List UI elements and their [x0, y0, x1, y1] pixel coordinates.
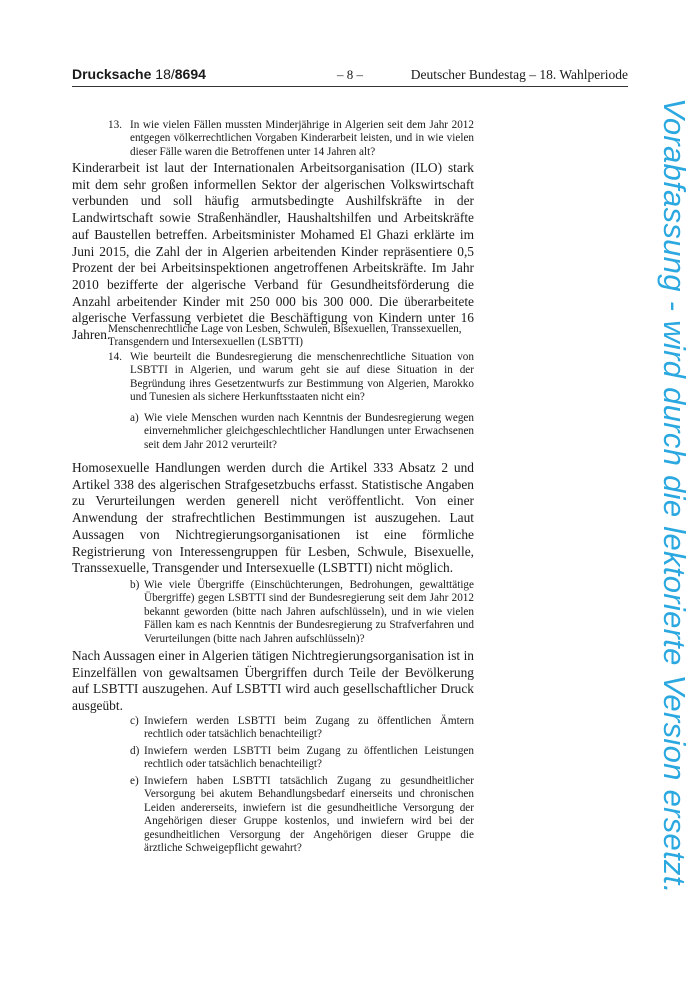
doc-number-prefix: 18/: [155, 66, 175, 82]
parliament-label: Deutscher Bundestag – 18. Wahlperiode: [410, 67, 628, 82]
question-number: b): [130, 579, 140, 591]
question-14: [108, 351, 474, 405]
doc-number: 8694: [174, 66, 206, 82]
answer-13: Kinderarbeit ist laut der Internationalen Arbeitsorganisation (ILO) stark mit dem sehr großen informellen Sektor der algerischen Volkswirtschaft verbunden und soll häufig armutsbedingte Aushilfskräfte in der Landwirtschaft sowie Straßenhändler, Haushaltshilfen und Arbeitskräfte auf Baustellen betreffen. Arbeitsminister Mohamed El Ghazi erklärte im Juni 2015, die Zahl der in Algerien arbeitenden Kinder repräsentiere 0,5 Prozent der bei Arbeitsinspektionen angetroffenen Arbeitskräfte. Im Jahr 2010 bezifferte der algerische Verband für Gesundheitsförderung die Anzahl arbeitender Kinder mit 250 000 bis 300 000. Die überarbeitete algerische Verfassung verbietet die Beschäftigung von Kindern unter 16 Jahren.: [72, 160, 474, 343]
answer-14b: Nach Aussagen einer in Algerien tätigen Nichtregierungsorganisation ist in Einzelfällen von gewaltsamen Übergriffen durch Teile der Bevölkerung auf LSBTTI auszugehen. Auf LSBTTI wird auch gesellschaftlicher Druck ausgeübt.: [72, 648, 474, 714]
draft-watermark: [658, 98, 692, 918]
question-number: a): [130, 412, 139, 424]
question-14b: [130, 579, 474, 646]
question-number: 14.: [108, 351, 122, 363]
question-text: Inwiefern haben LSBTTI tatsächlich Zugang zu gesundheitlicher Versorgung bei akutem Behandlungsbedarf einerseits und chronischen Leiden andererseits, inwiefern ist die gesundheitliche Versorgung der Angehörigen dieser Gruppe kostenlos, und inwiefern wird bei der gesundheitlichen Versorgung der Angehörigen dieser Gruppe die ärztliche Schweigepflicht gewahrt?: [144, 775, 474, 855]
question-13: [108, 119, 474, 159]
watermark-text: Vorabfassung - wird durch die lektorierte Version ersetzt.: [657, 98, 692, 894]
question-text: In wie vielen Fällen mussten Minderjährige in Algerien seit dem Jahr 2012 entgegen völkerrechtlichen Vorgaben Kinderarbeit leisten, und in wie vielen dieser Fälle waren die Betroffenen unter 14 Jahren alt?: [130, 119, 474, 158]
question-14a: [130, 412, 474, 452]
answer-14a: Homosexuelle Handlungen werden durch die Artikel 333 Absatz 2 und Artikel 338 des algerischen Strafgesetzbuchs erfasst. Statistische Angaben zu Verurteilungen werden generell nicht veröffentlicht. Von einer Anwendung der strafrechtlichen Bestimmungen ist auszugehen. Laut Aussagen von Nichtregierungsorganisationen ist eine förmliche Registrierung von Interessengruppen für Lesben, Schwule, Bisexuelle, Transsexuelle, Transgender und Intersexuelle (LSBTTI) nicht möglich.: [72, 460, 474, 576]
question-number: c): [130, 715, 139, 727]
header-rule: [72, 86, 628, 87]
section-heading: Menschenrechtliche Lage von Lesben, Schwulen, Bisexuellen, Transsexuellen, Transgendern und Intersexuellen (LSBTTI): [108, 323, 462, 349]
question-text: Wie beurteilt die Bundesregierung die menschenrechtliche Situation von LSBTTI in Algerien, und warum geht sie auf diese Situation in der Begründung ihres Gesetzentwurfs zur Bestimmung von Algerien, Marokko und Tunesien als sichere Herkunftsstaaten nicht ein?: [130, 351, 474, 404]
question-number: e): [130, 775, 139, 787]
question-14e: [130, 775, 474, 855]
question-number: 13.: [108, 119, 122, 131]
page-header: [72, 66, 628, 86]
page-number: – 8 –: [337, 67, 363, 82]
question-text: Inwiefern werden LSBTTI beim Zugang zu öffentlichen Leistungen rechtlich oder tatsächlich benachteiligt?: [144, 745, 474, 771]
doc-label: Drucksache: [72, 66, 152, 82]
question-number: d): [130, 745, 140, 757]
question-14d: [130, 745, 474, 772]
question-text: Wie viele Übergriffe (Einschüchterungen, Bedrohungen, gewalttätige Übergriffe) gegen LSBTTI sind der Bundesregierung seit dem Jahr 2012 bekannt geworden (bitte nach Jahren aufschlüsseln), und in wie vielen Fällen kam es nach Kenntnis der Bundesregierung zu Strafverfahren und Verurteilungen (bitte nach Jahren aufschlüsseln)?: [144, 579, 474, 645]
question-14c: [130, 715, 474, 742]
question-text: Wie viele Menschen wurden nach Kenntnis der Bundesregierung wegen einvernehmlicher gleichgeschlechtlicher Handlungen unter Erwachsenen seit dem Jahr 2012 verurteilt?: [144, 412, 474, 451]
question-text: Inwiefern werden LSBTTI beim Zugang zu öffentlichen Ämtern rechtlich oder tatsächlich benachteiligt?: [144, 715, 474, 741]
